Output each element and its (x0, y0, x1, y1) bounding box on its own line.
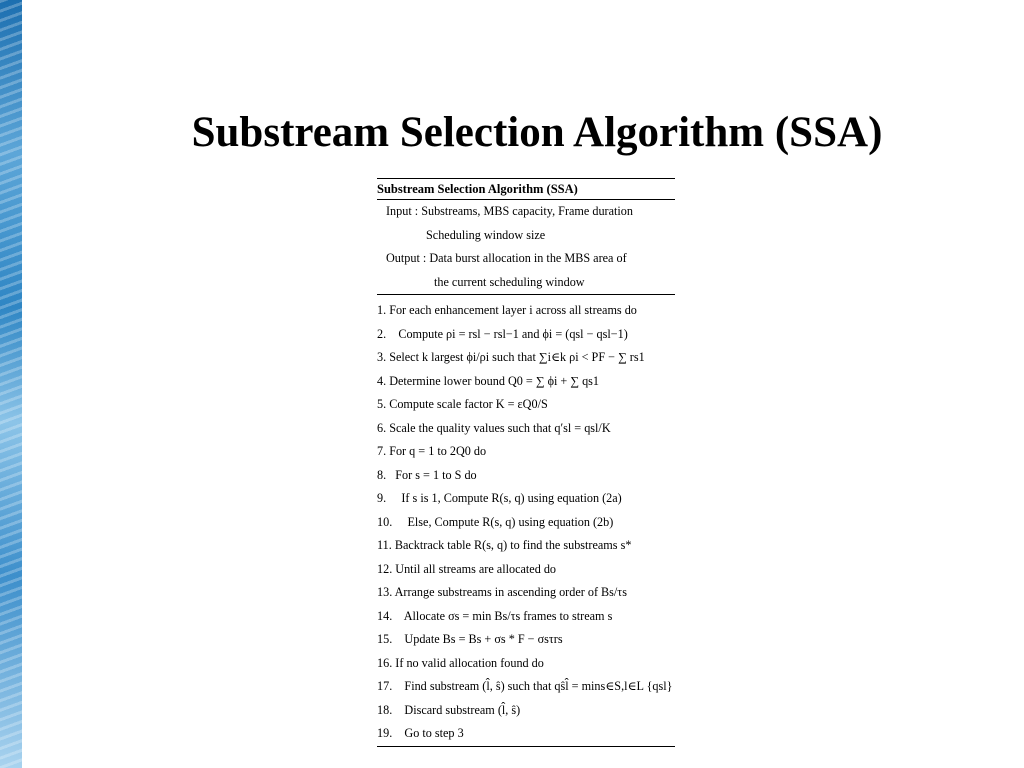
step-17: 17. Find substream (l̂, ŝ) such that qŝl̂ = mins∈S,l∈L {qsl} (377, 679, 673, 693)
input-line-continued: Scheduling window size (426, 227, 546, 242)
step-1: 1. For each enhancement layer i across all streams do (377, 303, 637, 317)
step-15: 15. Update Bs = Bs + σs * F − σsτrs (377, 632, 563, 646)
step-14: 14. Allocate σs = min Bs/τs frames to stream s (377, 608, 613, 623)
step-9: 9. If s is 1, Compute R(s, q) using equation (2a) (377, 491, 622, 505)
step-2: 2. Compute ρi = rsl − rsl−1 and ϕi = (qsl − qsl−1) (377, 326, 628, 341)
slide-title: Substream Selection Algorithm (SSA) (191, 109, 883, 156)
step-13: 13. Arrange substreams in ascending order of Bs/τs (377, 585, 627, 599)
algorithm-box (377, 178, 675, 747)
step-11: 11. Backtrack table R(s, q) to find the substreams s* (377, 538, 632, 552)
output-line: Output : Data burst allocation in the MBS area of (386, 251, 627, 265)
step-10: 10. Else, Compute R(s, q) using equation (2b) (377, 514, 614, 529)
step-6: 6. Scale the quality values such that q′sl = qsl/K (377, 420, 611, 435)
step-12: 12. Until all streams are allocated do (377, 561, 557, 576)
step-7: 7. For q = 1 to 2Q0 do (377, 444, 487, 458)
step-8: 8. For s = 1 to S do (377, 467, 477, 482)
step-18: 18. Discard substream (l̂, ŝ) (377, 702, 521, 717)
io-rule (377, 294, 675, 295)
algorithm-steps (377, 299, 675, 746)
step-3: 3. Select k largest ϕi/ρi such that ∑i∈k ρi < PF − ∑ rs1 (377, 350, 645, 364)
step-5: 5. Compute scale factor K = εQ0/S (377, 397, 548, 411)
bottom-rule (377, 746, 675, 747)
step-4: 4. Determine lower bound Q0 = ∑ ϕi + ∑ qs1 (377, 373, 600, 388)
algorithm-header: Substream Selection Algorithm (SSA) (377, 182, 578, 196)
output-line-continued: the current scheduling window (434, 274, 585, 289)
step-16: 16. If no valid allocation found do (377, 655, 544, 670)
step-19: 19. Go to step 3 (377, 726, 464, 740)
input-line: Input : Substreams, MBS capacity, Frame duration (386, 204, 633, 218)
